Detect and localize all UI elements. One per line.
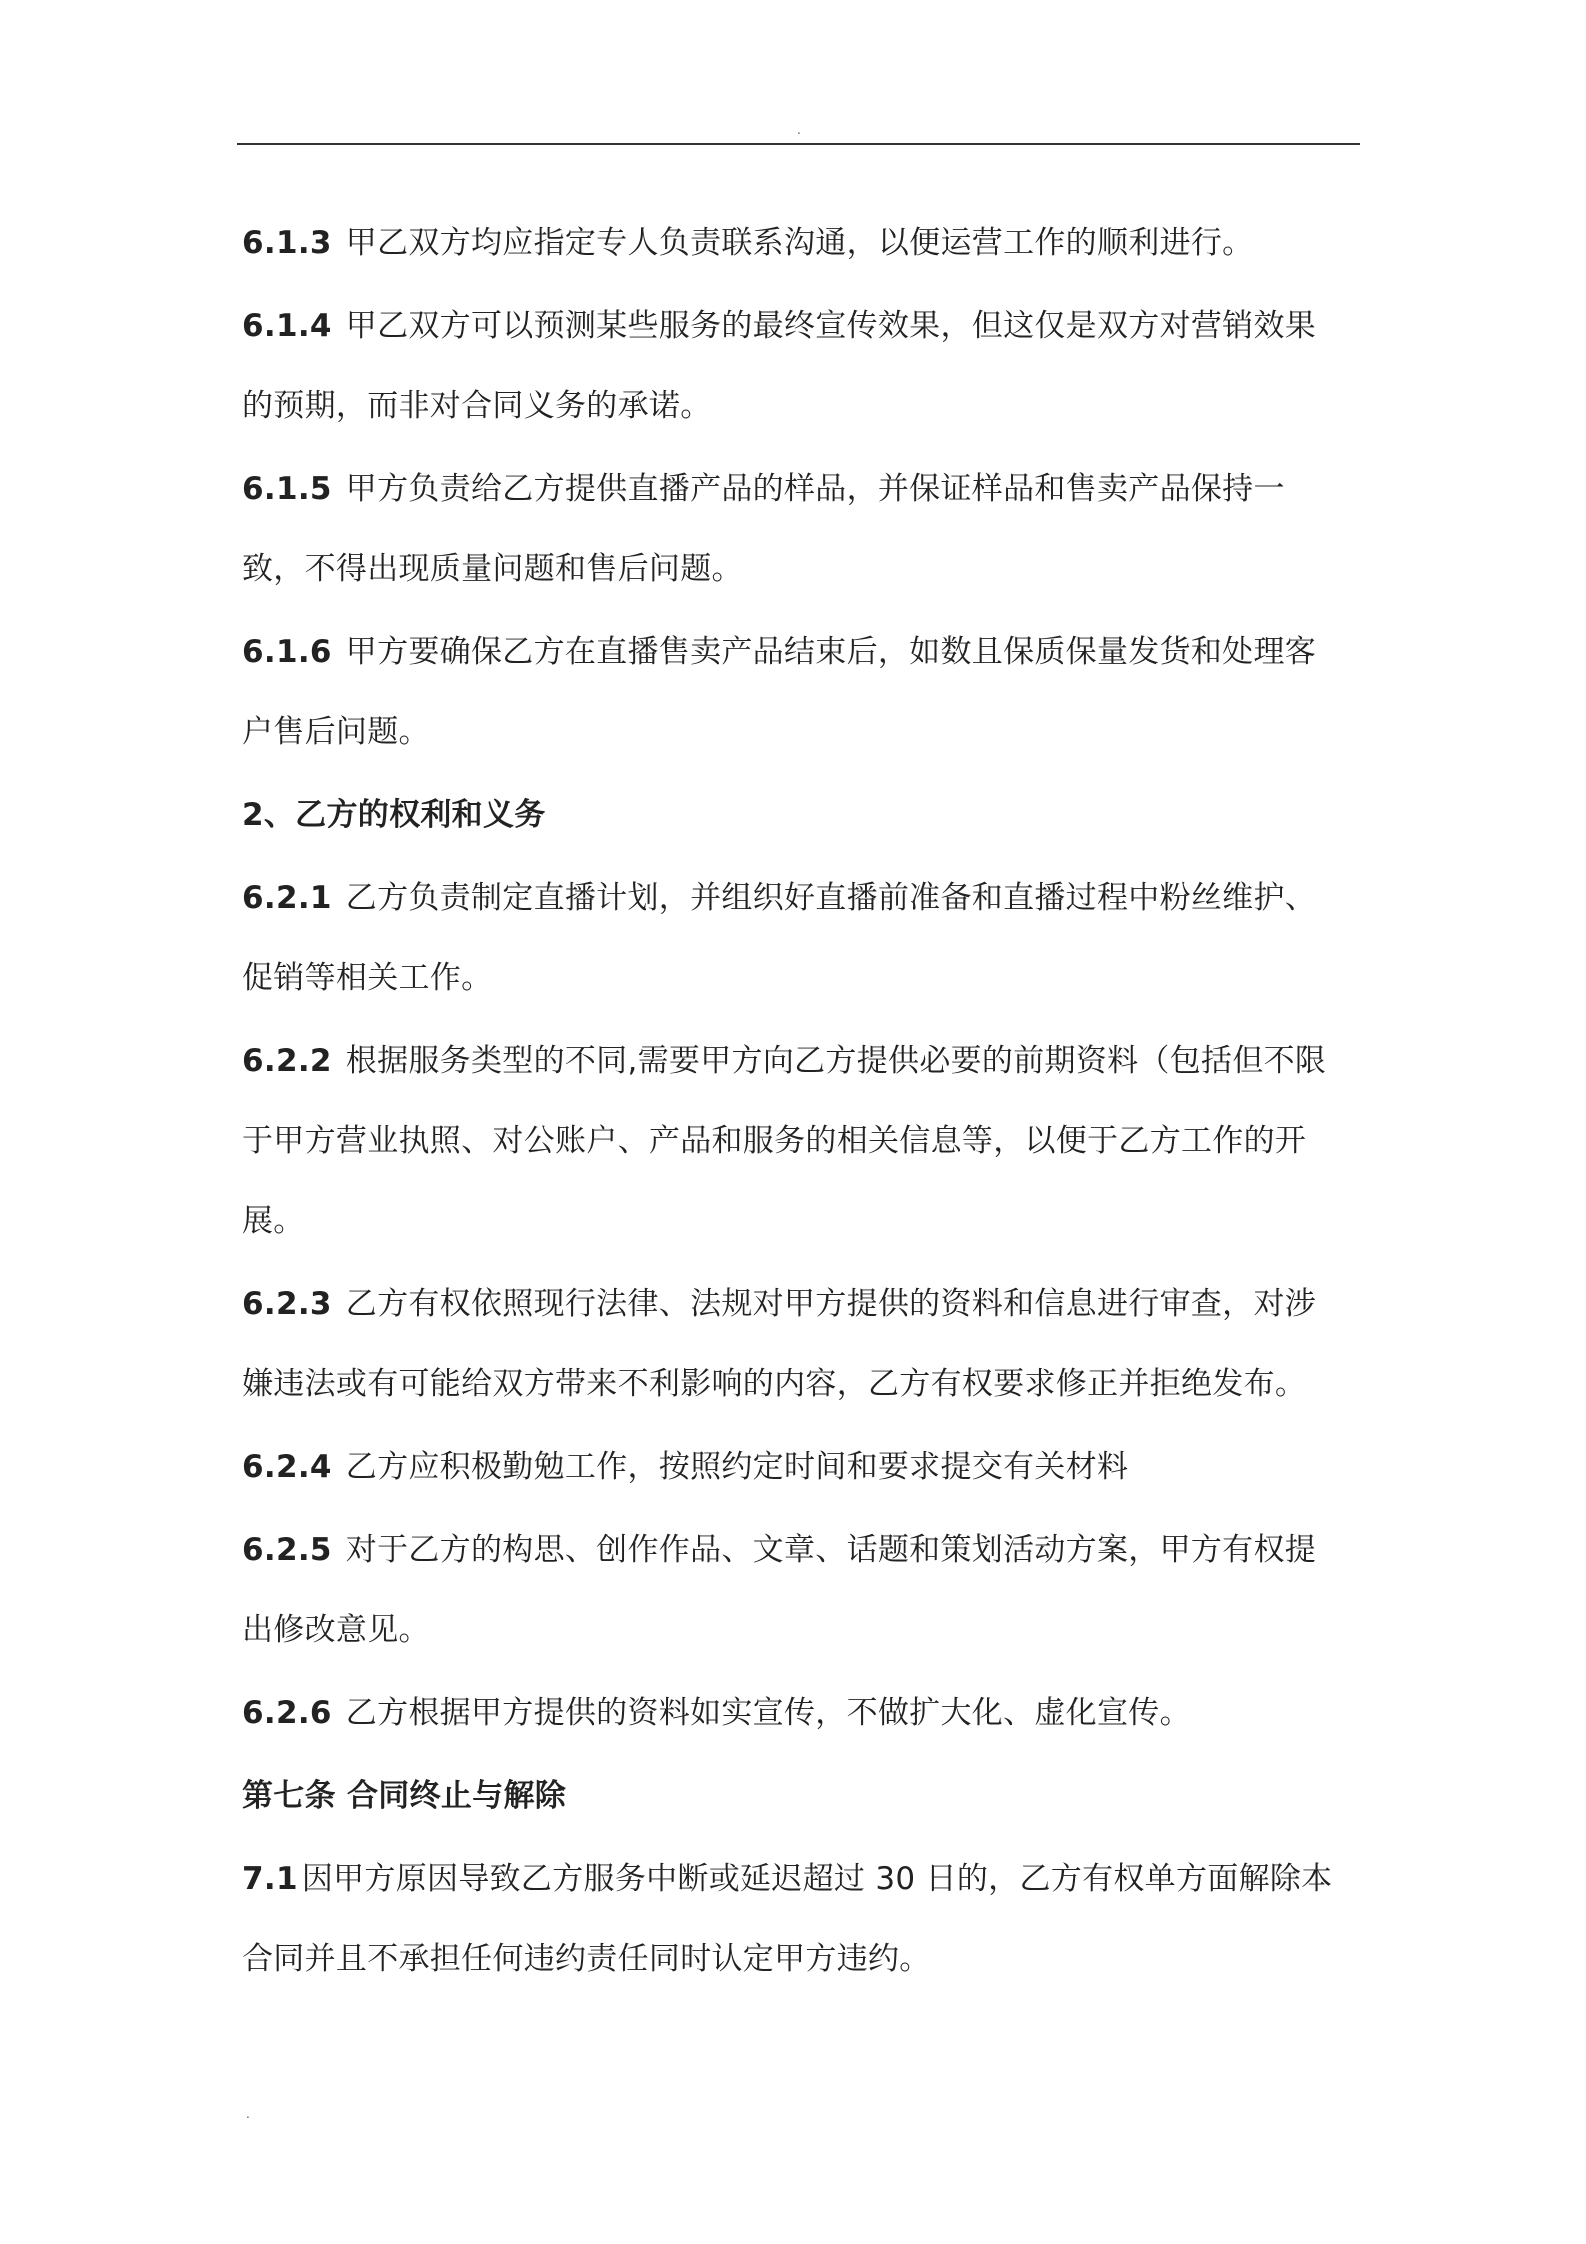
clause-number: 6.2.2	[242, 1043, 332, 1079]
clause-first-line	[242, 286, 1362, 366]
clause-continuation-line	[242, 692, 1362, 772]
clause-text: 因甲方原因导致乙方服务中断或延迟超过 30 日的，乙方有权单方面解除本	[301, 1861, 1333, 1897]
clause-text: 甲方要确保乙方在直播售卖产品结束后，如数且保质保量发货和处理客	[345, 634, 1317, 670]
clause-number: 6.1.4	[242, 308, 332, 344]
clause-number: 7.1	[242, 1861, 298, 1897]
clause-first-line	[242, 1427, 1362, 1507]
clause-first-line	[242, 1264, 1362, 1344]
clause-text: 于甲方营业执照、对公账户、产品和服务的相关信息等，以便于乙方工作的开	[242, 1123, 1307, 1159]
section-heading: 第七条 合同终止与解除	[242, 1778, 567, 1814]
clause-text: 的预期，而非对合同义务的承诺。	[242, 388, 712, 424]
clause-text: 乙方根据甲方提供的资料如实宣传，不做扩大化、虚化宣传。	[345, 1695, 1191, 1731]
clause-first-line	[242, 612, 1362, 692]
clause-number: 6.2.1	[242, 880, 332, 916]
clause-text: 乙方负责制定直播计划，并组织好直播前准备和直播过程中粉丝维护、	[345, 880, 1317, 916]
document-body	[242, 200, 1362, 1999]
footer-dot: .	[246, 2107, 250, 2121]
clause-continuation-line	[242, 1101, 1362, 1181]
clause-text: 甲方负责给乙方提供直播产品的样品，并保证样品和售卖产品保持一	[345, 471, 1285, 507]
clause-number: 6.1.5	[242, 471, 332, 507]
clause-continuation-line	[242, 366, 1362, 446]
clause-continuation-line	[242, 529, 1362, 609]
clause-number: 6.2.4	[242, 1449, 332, 1485]
clause-first-line	[242, 1839, 1362, 1919]
clause-text: 户售后问题。	[242, 714, 430, 750]
clause-first-line	[242, 1021, 1362, 1101]
clause-continuation-line	[242, 1919, 1362, 1999]
clause-continuation-line	[242, 938, 1362, 1018]
clause-text: 对于乙方的构思、创作作品、文章、话题和策划活动方案，甲方有权提	[345, 1532, 1317, 1568]
header-dot: .	[797, 123, 801, 137]
clause-continuation-line	[242, 1590, 1362, 1670]
clause-text: 合同并且不承担任何违约责任同时认定甲方违约。	[242, 1941, 931, 1977]
clause-first-line	[242, 449, 1362, 529]
clause-first-line	[242, 858, 1362, 938]
clause-text: 嫌违法或有可能给双方带来不利影响的内容，乙方有权要求修正并拒绝发布。	[242, 1366, 1307, 1402]
clause-number: 6.2.5	[242, 1532, 332, 1568]
clause-first-line	[242, 1510, 1362, 1590]
clause-first-line	[242, 203, 1362, 283]
clause-text: 出修改意见。	[242, 1612, 430, 1648]
section-heading: 2、乙方的权利和义务	[242, 797, 546, 833]
clause-text: 展。	[242, 1203, 305, 1239]
clause-number: 6.1.3	[242, 225, 332, 261]
clause-continuation-line	[242, 1181, 1362, 1261]
clause-number: 6.2.6	[242, 1695, 332, 1731]
clause-continuation-line	[242, 1344, 1362, 1424]
clause-text: 促销等相关工作。	[242, 960, 493, 996]
clause-number: 6.1.6	[242, 634, 332, 670]
header-rule	[237, 143, 1360, 145]
clause-text: 乙方有权依照现行法律、法规对甲方提供的资料和信息进行审查，对涉	[345, 1286, 1317, 1322]
clause-text: 甲乙双方均应指定专人负责联系沟通，以便运营工作的顺利进行。	[345, 225, 1254, 261]
clause-text: 甲乙双方可以预测某些服务的最终宣传效果，但这仅是双方对营销效果	[345, 308, 1317, 344]
clause-first-line	[242, 1673, 1362, 1753]
clause-text: 致，不得出现质量问题和售后问题。	[242, 551, 743, 587]
clause-text: 乙方应积极勤勉工作，按照约定时间和要求提交有关材料	[345, 1449, 1129, 1485]
clause-text: 根据服务类型的不同,需要甲方向乙方提供必要的前期资料（包括但不限	[345, 1043, 1327, 1079]
clause-number: 6.2.3	[242, 1286, 332, 1322]
